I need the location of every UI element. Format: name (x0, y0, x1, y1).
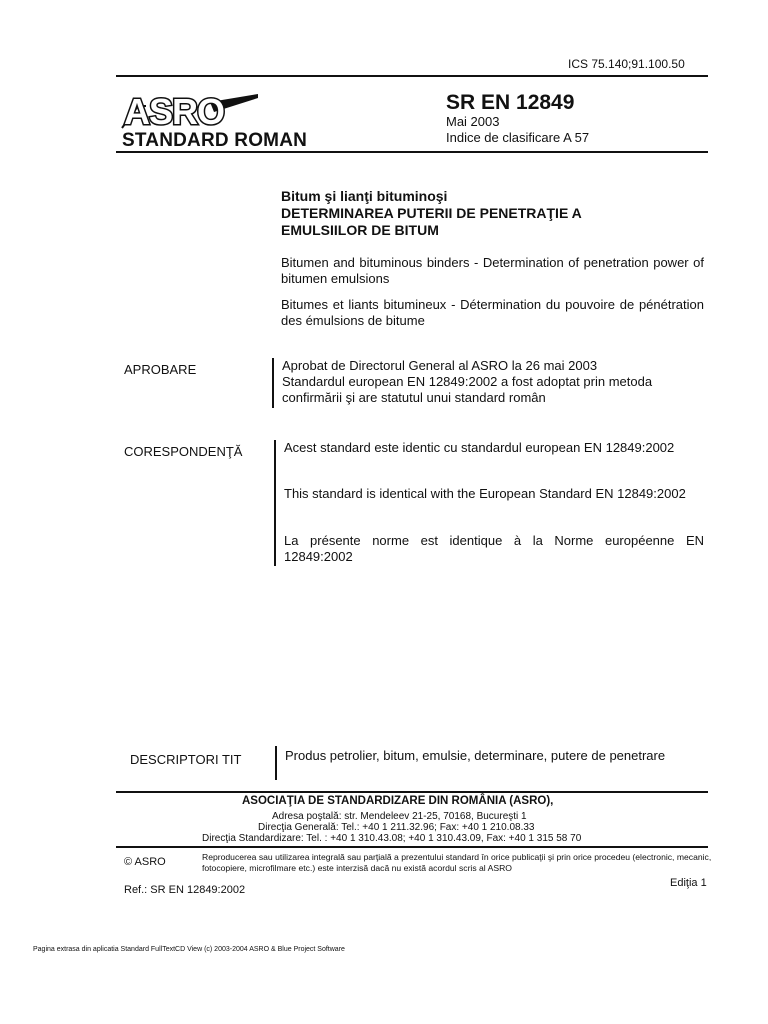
corespondenta-en: This standard is identical with the European Standard EN 12849:2002 (284, 486, 686, 501)
header-top-rule (116, 75, 708, 77)
descriptori-text: Produs petrolier, bitum, emulsie, determinare, putere de penetrare (285, 748, 666, 763)
copyright: © ASRO (124, 856, 166, 868)
title-ro-line3: EMULSIILOR DE BITUM (281, 222, 439, 238)
reference: Ref.: SR EN 12849:2002 (124, 884, 246, 896)
corespondenta-bar (274, 440, 276, 566)
footer-general-direction: Direcţia Generală: Tel.: +40 1 211.32.96; Fax: +40 1 210.08.33 (258, 822, 535, 833)
descriptori-bar (275, 746, 277, 780)
corespondenta-fr: La présente norme est identique à la Norme européenne EN 12849:2002 (284, 533, 704, 564)
edition: Ediţia 1 (670, 877, 707, 889)
title-fr: Bitumes et liants bitumineux - Détermination du pouvoire de pénétration des émulsions de bitume (281, 297, 704, 328)
footer-top-rule (116, 791, 708, 793)
standard-roman-label: STANDARD ROMAN (122, 130, 308, 151)
title-ro-line2: DETERMINAREA PUTERII DE PENETRAŢIE A (281, 205, 582, 221)
standard-date: Mai 2003 (446, 114, 500, 129)
corespondenta-label: CORESPONDENŢĂ (124, 444, 243, 459)
footer-bottom-rule (116, 846, 708, 848)
descriptori-label: DESCRIPTORI TIT (130, 752, 242, 767)
standard-number: SR EN 12849 (446, 91, 575, 114)
footer-organization: ASOCIAŢIA DE STANDARDIZARE DIN ROMÂNIA (ASRO), (242, 795, 554, 807)
title-en: Bitumen and bituminous binders - Determination of penetration power of bitumen emulsions (281, 255, 704, 286)
logo-text: ASRO (124, 91, 225, 132)
copyright-note: Reproducerea sau utilizarea integrală sau parţială a prezentului standard în orice publicaţii şi prin orice procedeu (electronic, mecanic, fotocopiere, microfilmare etc.) este interzisă dacă nu există acordul scris al ASRO (202, 852, 712, 873)
aprobare-line2: Standardul european EN 12849:2002 a fost adoptat prin metoda confirmării şi are statutul unui standard român (282, 374, 653, 405)
ics-code: ICS 75.140;91.100.50 (568, 57, 685, 71)
asro-logo-graphic (118, 88, 260, 132)
footer-standardization-direction: Direcţia Standardizare: Tel. : +40 1 310.43.08; +40 1 310.43.09, Fax: +40 1 315 58 70 (202, 833, 582, 844)
aprobare-bar (272, 358, 274, 408)
aprobare-line1: Aprobat de Directorul General al ASRO la 26 mai 2003 (282, 358, 598, 373)
corespondenta-ro: Acest standard este identic cu standardul european EN 12849:2002 (284, 440, 675, 455)
header-bottom-rule (116, 151, 708, 153)
aprobare-label: APROBARE (124, 362, 197, 377)
footer-address: Adresa poştală: str. Mendeleev 21-25, 70168, Bucureşti 1 (272, 811, 527, 822)
page-source-note: Pagina extrasa din aplicatia Standard FullTextCD View (c) 2003-2004 ASRO & Blue Project Software (33, 946, 345, 953)
title-ro-line1: Bitum şi lianţi bituminoşi (281, 188, 448, 204)
classification-index: Indice de clasificare A 57 (446, 130, 590, 145)
